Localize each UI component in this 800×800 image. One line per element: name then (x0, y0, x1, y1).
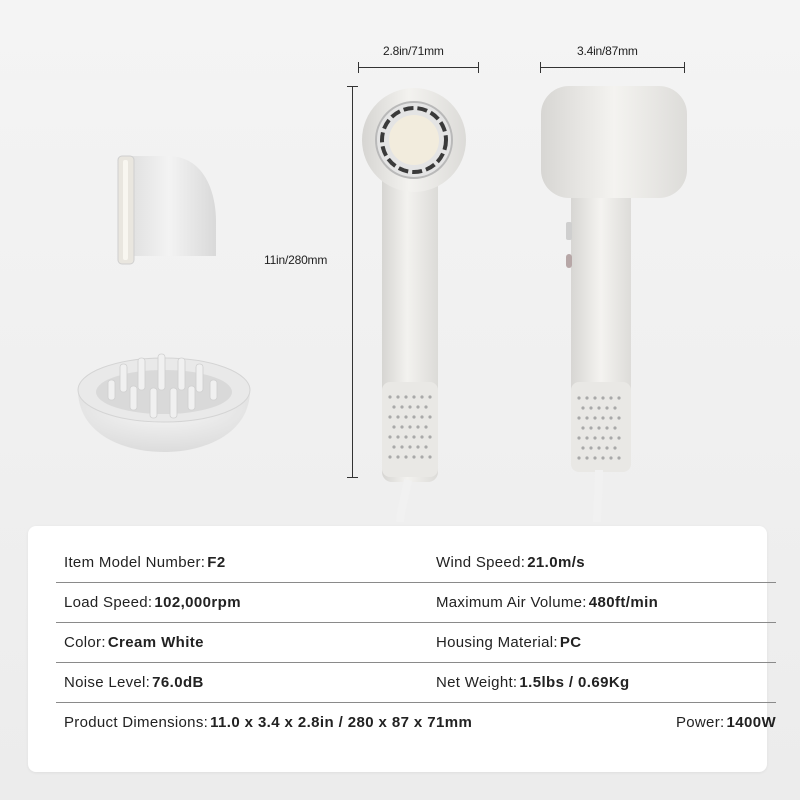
spec-label: Color: (64, 633, 106, 651)
concentrator-nozzle-image (108, 150, 220, 272)
spec-value: 21.0m/s (527, 553, 586, 571)
spec-value: 11.0 x 3.4 x 2.8in / 280 x 87 x 71mm (210, 713, 473, 731)
spec-noise-level (64, 674, 204, 691)
spec-label: Housing Material: (436, 633, 558, 651)
spec-color (64, 634, 204, 651)
spec-housing-material (436, 634, 581, 651)
spec-value: Cream White (107, 633, 204, 651)
spec-power (676, 714, 776, 731)
width-front-dimension-line (358, 67, 479, 68)
spec-row (56, 662, 776, 703)
spec-item-model-number (64, 554, 226, 571)
hair-dryer-front-view-image (360, 82, 480, 522)
spec-value: 480ft/min (588, 593, 659, 611)
hair-dryer-side-view-image (535, 82, 695, 522)
spec-label: Item Model Number: (64, 553, 206, 571)
spec-row (56, 542, 776, 583)
width-side-dimension-line (540, 67, 685, 68)
diffuser-attachment-image (72, 338, 256, 456)
spec-wind-speed (436, 554, 585, 571)
spec-row (56, 622, 776, 663)
spec-row (56, 702, 776, 742)
spec-value: 1400W (726, 713, 776, 731)
spec-value: PC (559, 633, 582, 651)
width-side-label: 3.4in/87mm (577, 44, 638, 58)
spec-value: 76.0dB (152, 673, 204, 691)
height-label: 11in/280mm (264, 253, 328, 267)
height-dimension-line (352, 86, 353, 478)
spec-label: Net Weight: (436, 673, 518, 691)
spec-label: Power: (675, 713, 725, 731)
spec-load-speed (64, 594, 241, 611)
spec-label: Wind Speed: (436, 553, 526, 571)
spec-label: Load Speed: (64, 593, 153, 611)
spec-value: 1.5lbs / 0.69Kg (519, 673, 630, 691)
width-front-label: 2.8in/71mm (383, 44, 444, 58)
spec-label: Product Dimensions: (64, 713, 209, 731)
spec-row (56, 582, 776, 623)
spec-maximum-air-volume (436, 594, 658, 611)
specifications-panel (28, 526, 776, 772)
spec-label: Noise Level: (64, 673, 151, 691)
spec-label: Maximum Air Volume: (436, 593, 587, 611)
spec-value: 102,000rpm (154, 593, 241, 611)
spec-value: F2 (207, 553, 226, 571)
spec-product-dimensions (64, 714, 472, 731)
spec-net-weight (436, 674, 630, 691)
